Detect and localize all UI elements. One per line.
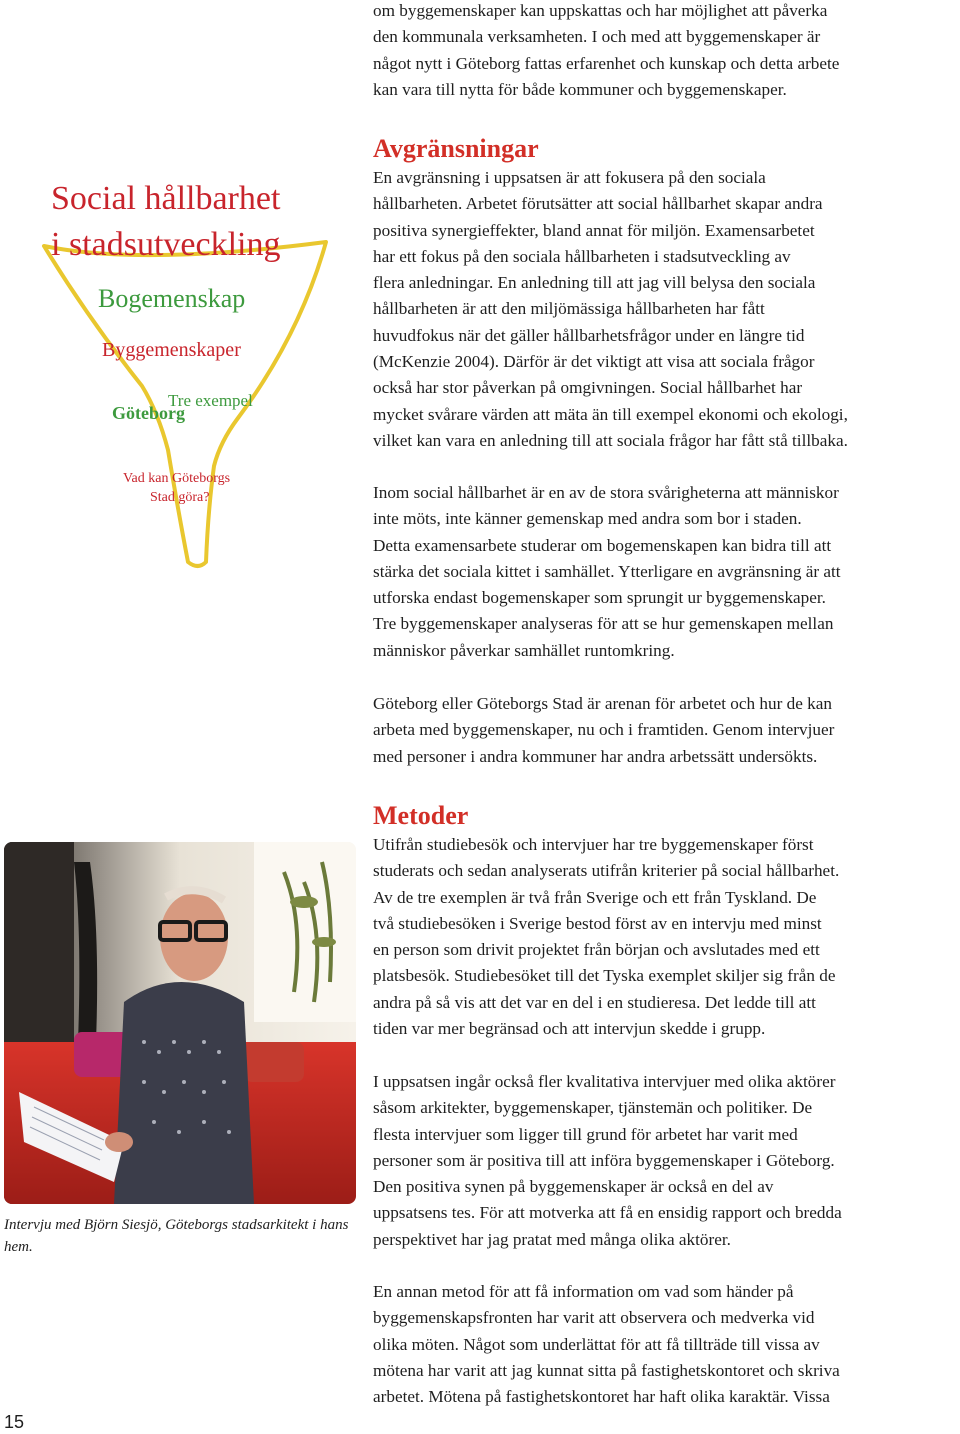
text-line: olika möten. Något som underlättat för att få tillträde till vissa av [373, 1334, 820, 1354]
text-line: två studiebesöken i Sverige bestod först av en intervju med minst [373, 913, 822, 933]
text-line: En avgränsning i uppsatsen är att fokusera på den sociala [373, 168, 766, 187]
funnel-vad-kan-line2: Stad göra? [150, 490, 210, 505]
text-line: byggemenskapsfronten har varit att observera och medverka vid [373, 1308, 815, 1328]
text-line: människor påverkar samhället runtomkring. [373, 640, 675, 660]
text-line: något nytt i Göteborg fattas erfarenhet och kunskap och detta arbete [373, 53, 840, 73]
heading-metoder: Metoder [373, 801, 469, 830]
text-line: hållbarheten. Arbetet förutsätter att social hållbarhet skapar andra [373, 194, 823, 214]
intro-paragraph [373, 0, 958, 103]
funnel-tre-exempel: Tre exempel [168, 391, 253, 410]
text-line: om byggemenskaper kan uppskattas och har möjlighet att påverka [373, 1, 828, 20]
text-line: såsom arkitekter, byggemenskaper, tjänstemän och politiker. De [373, 1098, 813, 1118]
text-line: Detta examensarbete studerar om bogemenskapen kan bidra till att [373, 535, 832, 555]
funnel-byggemenskaper: Byggemenskaper [102, 339, 241, 361]
text-line: (McKenzie 2004). Därför är det viktigt att visa att sociala frågor [373, 352, 815, 372]
text-line: mycket svårare värden att mäta än till exempel ekonomi och ekologi, [373, 404, 848, 424]
text-line: En annan metod för att få information om vad som händer på [373, 1282, 794, 1301]
metoder-paragraph-1 [373, 832, 958, 1042]
text-line: studerats och sedan analyserats utifrån kriterier på social hållbarhet. [373, 861, 840, 881]
funnel-diagram [0, 150, 360, 580]
funnel-vad-kan-line1: Vad kan Göteborgs [123, 471, 231, 486]
interview-photo [4, 842, 356, 1204]
text-line: kan vara till nytta för både kommuner och byggemenskaper. [373, 79, 787, 99]
text-line: har ett fokus på den sociala hållbarheten i stadsutveckling av [373, 246, 791, 266]
text-line: med personer i andra kommuner har andra arbetssätt undersökts. [373, 746, 818, 766]
funnel-bogemenskap: Bogemenskap [98, 284, 246, 313]
text-line: en person som drivit projektet från början och avslutades med ett [373, 940, 820, 960]
text-line: andra på så vis att det var en del i en studieresa. Det ledde till att [373, 992, 816, 1012]
text-line: hållbarheten är att den miljömässiga hållbarheten har fått [373, 299, 765, 319]
text-line: Inom social hållbarhet är en av de stora svårigheterna att människor [373, 483, 839, 502]
text-line: Göteborg eller Göteborgs Stad är arenan för arbetet och hur de kan [373, 694, 832, 713]
text-line: uppsatsens tes. För att motverka att få en ensidig rapport och bredda [373, 1203, 842, 1223]
text-line: vilket kan vara en anledning till att sociala frågor har fått stå tillbaka. [373, 430, 848, 450]
avgransningar-paragraph-3 [373, 691, 958, 770]
metoder-paragraph-3 [373, 1279, 958, 1410]
heading-avgransningar: Avgränsningar [373, 134, 539, 163]
text-line: platsbesök. Studiebesöket till det Tyska exemplet skiljer sig från de [373, 966, 836, 986]
text-line: den kommunala verksamheten. I och med att byggemenskaper är [373, 27, 821, 47]
text-line: tiden var mer begränsad och att intervjun skedde i grupp. [373, 1019, 766, 1039]
text-line: Tre byggemenskaper analyseras för att se hur gemenskapen mellan [373, 614, 834, 634]
metoder-paragraph-2 [373, 1069, 958, 1253]
photo-caption: Intervju med Björn Siesjö, Göteborgs stadsarkitekt i hans hem. [4, 1217, 349, 1255]
text-line: arbeta med byggemenskaper, nu och i framtiden. Genom intervjuer [373, 720, 835, 740]
avgransningar-paragraph-2 [373, 480, 958, 664]
text-line: positiva synergieffekter, bland annat för miljön. Examensarbetet [373, 220, 815, 240]
text-line: huvudfokus när det gäller hållbarhetsfrågor under en längre tid [373, 325, 805, 345]
funnel-title-line2: i stadsutveckling [51, 226, 281, 263]
page-number: 15 [4, 1412, 25, 1432]
text-line: arbetet. Mötena på fastighetskontoret har haft olika karaktär. Vissa [373, 1387, 830, 1407]
funnel-goteborg: Göteborg [112, 403, 185, 423]
text-line: Den positiva synen på byggemenskaper är också en del av [373, 1177, 774, 1197]
text-line: flesta intervjuer som ligger till grund för arbetet har varit med [373, 1124, 798, 1144]
text-line: också har stor påverkan på omgivningen. Social hållbarhet har [373, 378, 803, 398]
text-line: Av de tre exemplen är två från Sverige och ett från Tyskland. De [373, 887, 817, 907]
text-line: I uppsatsen ingår också fler kvalitativa intervjuer med olika aktörer [373, 1072, 836, 1091]
text-line: flera anledningar. En anledning till att jag vill belysa den sociala [373, 273, 816, 293]
text-line: inte möts, inte känner gemenskap med andra som bor i staden. [373, 509, 802, 529]
text-line: perspektivet har jag pratat med många olika aktörer. [373, 1229, 731, 1249]
text-line: Utifrån studiebesök och intervjuer har tre byggemenskaper först [373, 835, 814, 854]
avgransningar-paragraph-1 [373, 165, 958, 454]
text-line: personer som är positiva till att införa byggemenskaper i Göteborg. [373, 1150, 835, 1170]
text-line: stärka det sociala kittet i samhället. Ytterligare en avgränsning är att [373, 561, 841, 581]
text-line: utforska endast bogemenskaper som sprungit ur byggemenskaper. [373, 588, 826, 608]
text-line: mötena har varit att jag kunnat sitta på fastighetskontoret och skriva [373, 1360, 840, 1380]
funnel-title-line1: Social hållbarhet [51, 180, 281, 217]
